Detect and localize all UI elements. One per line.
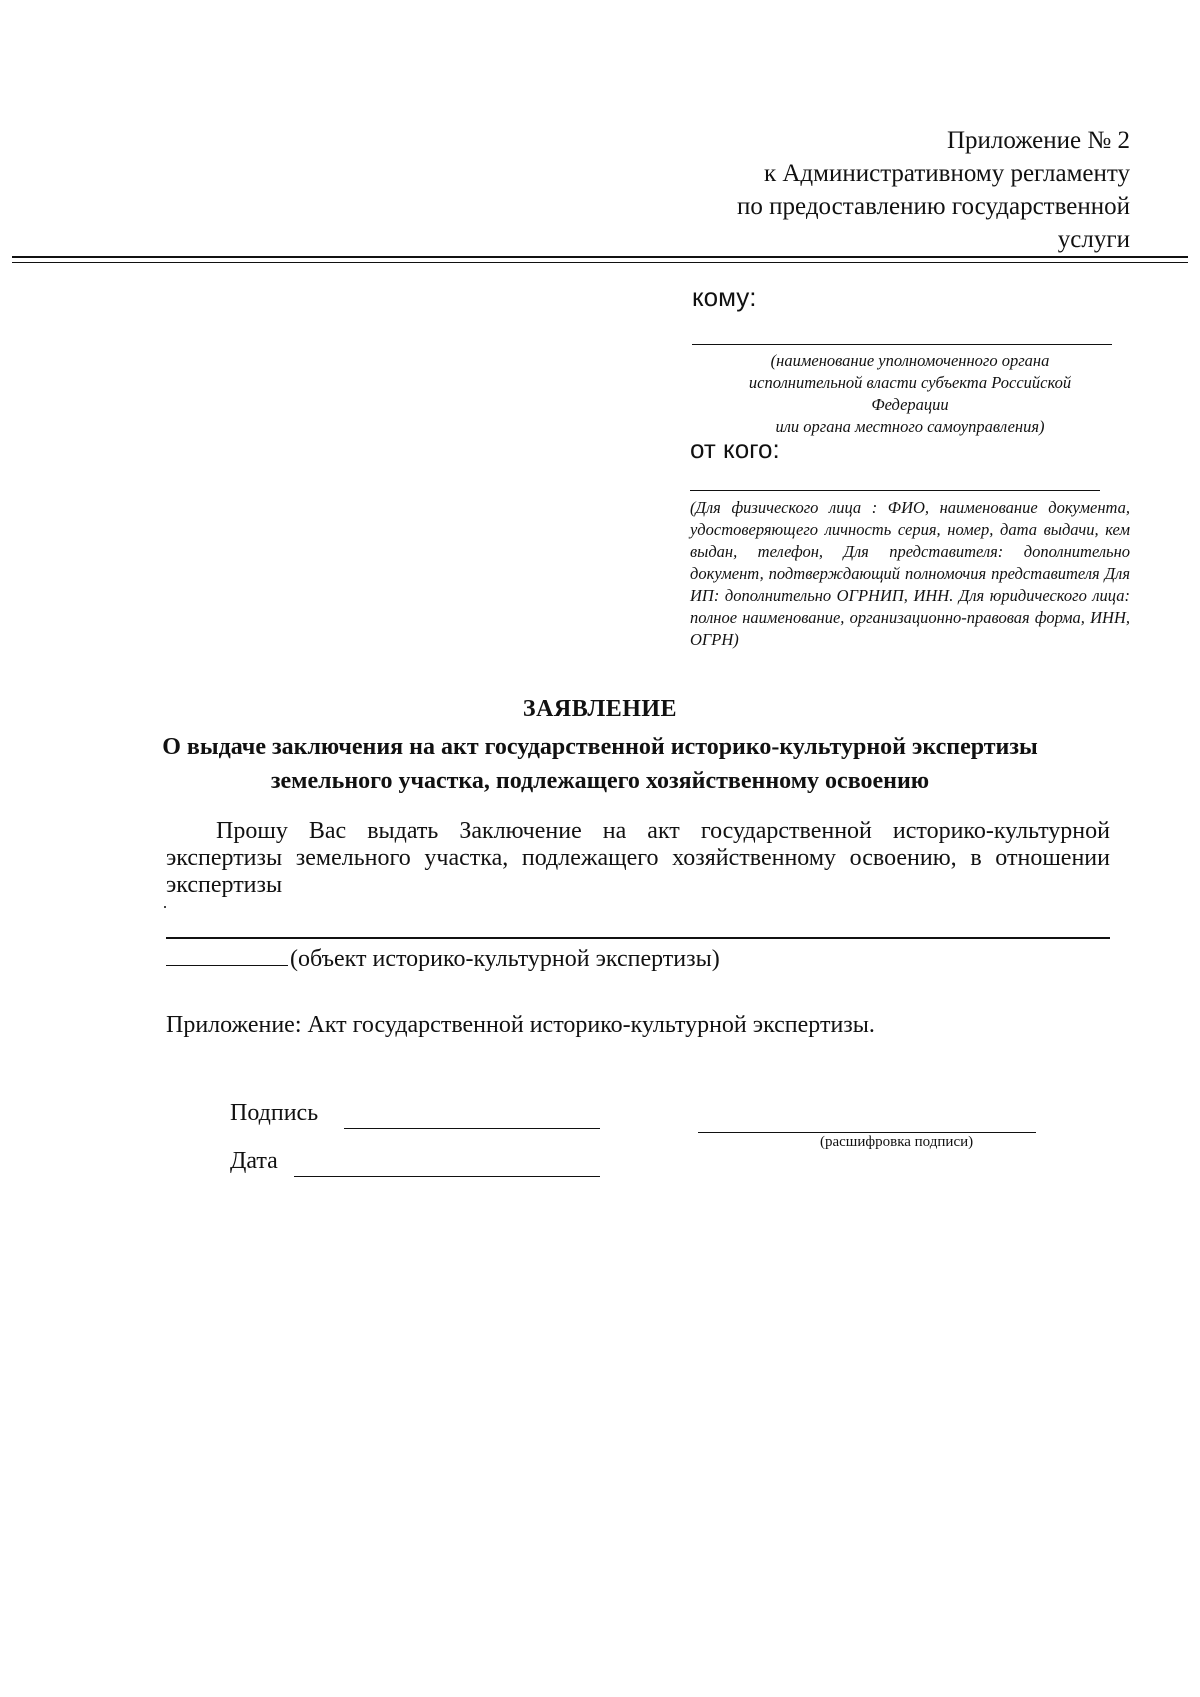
- document-title: ЗАЯВЛЕНИЕ: [522, 696, 678, 722]
- signature-decode-caption: (расшифровка подписи): [820, 1134, 974, 1150]
- recipient-note-line: исполнительной власти субъекта Российской: [748, 373, 1072, 392]
- object-caption-text: (объект историко-культурной экспертизы): [290, 946, 720, 972]
- attachment-line: Приложение: Акт государственной историко-культурной экспертизы.: [166, 1012, 875, 1038]
- recipient-input-line[interactable]: [692, 344, 1112, 345]
- sender-input-line[interactable]: [690, 490, 1100, 491]
- object-caption: [166, 946, 720, 973]
- object-input-line[interactable]: [166, 937, 1110, 939]
- recipient-note-line: или органа местного самоуправления): [775, 417, 1045, 436]
- signature-input-line[interactable]: [344, 1128, 600, 1129]
- document-subtitle: О выдаче заключения на акт государственной историко-культурной экспертизы земельного участка, подлежащего хозяйственному освоению: [162, 734, 1038, 794]
- scan-speck: [164, 906, 166, 908]
- recipient-note-line: (наименование уполномоченного органа: [770, 351, 1050, 370]
- appendix-service: по предоставлению государственной: [737, 193, 1130, 220]
- sender-label: от кого:: [690, 434, 780, 464]
- recipient-note: [700, 350, 1120, 438]
- appendix-number: Приложение № 2: [946, 127, 1130, 154]
- appendix-service-end: услуги: [1057, 226, 1130, 253]
- signature-decode-line[interactable]: [698, 1132, 1036, 1133]
- header-divider-thick: [12, 256, 1188, 258]
- signature-label: Подпись: [230, 1100, 319, 1126]
- header-divider-thin: [12, 262, 1188, 263]
- object-blank[interactable]: [166, 965, 288, 966]
- recipient-label: кому:: [692, 282, 757, 312]
- appendix-regulation: к Административному регламенту: [763, 160, 1130, 187]
- sender-note: (Для физического лица : ФИО, наименование документа, удостоверяющего личность серия, номер, дата выдачи, кем выдан, телефон, Для представителя: дополнительно документ, подтверждающий полномочия представителя Для ИП: дополнительно ОГРНИП, ИНН. Для юридического лица: полное наименование, организационно-правовая форма, ИНН, ОГРН): [690, 498, 1130, 649]
- date-label: Дата: [230, 1148, 278, 1174]
- date-input-line[interactable]: [294, 1176, 600, 1177]
- request-body: Прошу Вас выдать Заключение на акт государственной историко-культурной экспертизы земельного участка, подлежащего хозяйственному освоению, в отношении экспертизы: [166, 818, 1110, 898]
- recipient-note-line: Федерации: [871, 395, 949, 414]
- appendix-header: [737, 124, 1130, 256]
